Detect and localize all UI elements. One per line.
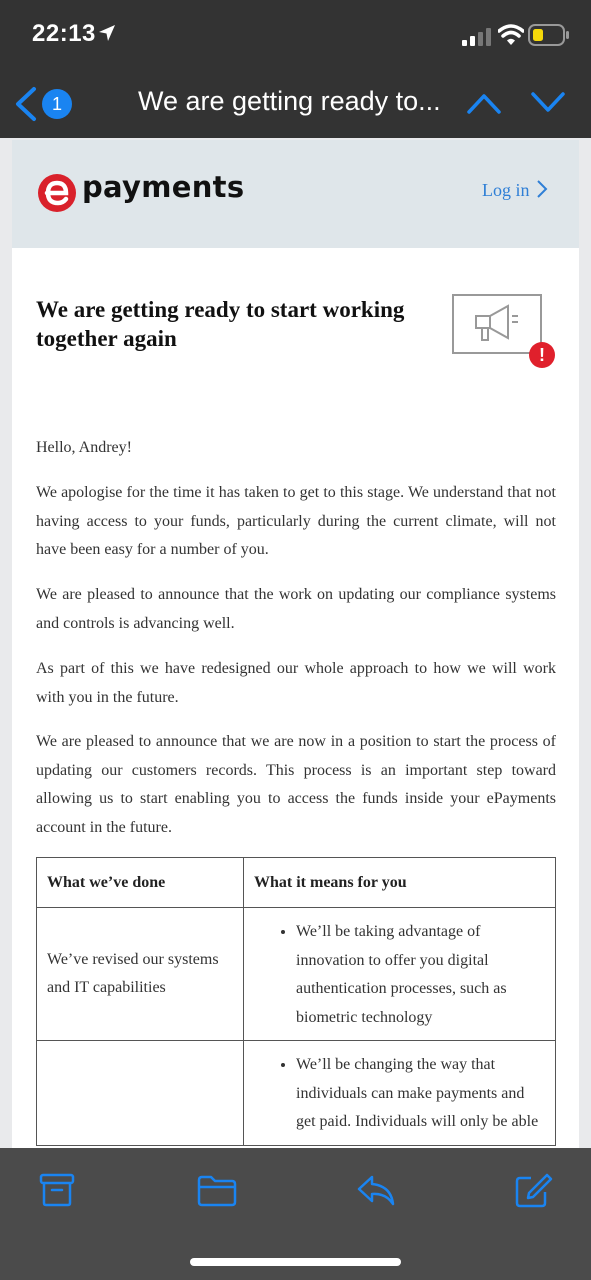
reply-icon[interactable]: [356, 1172, 396, 1208]
email-header: [12, 140, 579, 248]
location-arrow-icon: [98, 24, 116, 42]
battery-icon: [528, 24, 570, 46]
back-chevron-icon[interactable]: [12, 86, 38, 122]
status-bar: [0, 0, 591, 70]
login-link[interactable]: [482, 180, 548, 201]
email-headline: We are getting ready to start working together again: [36, 297, 405, 351]
changes-table: [36, 857, 556, 1146]
alert-badge: !: [529, 342, 555, 368]
signal-icon: [462, 28, 492, 46]
email-content[interactable]: [0, 138, 591, 1148]
wifi-icon: [498, 24, 524, 46]
table-header-done: What we’ve done: [37, 858, 244, 908]
table-row: [37, 908, 556, 1041]
table-row: [37, 1041, 556, 1146]
brand-name: payments: [82, 170, 245, 204]
megaphone-icon: [452, 294, 542, 354]
chevron-down-icon[interactable]: [530, 90, 566, 116]
table-cell-done: We’ve revised our systems and IT capabilities: [37, 908, 244, 1041]
table-cell-means: [244, 908, 556, 1041]
message-subject-title: We are getting ready to...: [138, 86, 441, 116]
chevron-up-icon[interactable]: [466, 90, 502, 116]
login-label: Log in: [482, 180, 530, 200]
table-header-means: What it means for you: [244, 858, 556, 908]
unread-count-badge[interactable]: 1: [42, 89, 72, 119]
folder-icon[interactable]: [196, 1172, 238, 1208]
home-indicator[interactable]: [190, 1258, 401, 1266]
table-cell-done: [37, 1041, 244, 1146]
archive-icon[interactable]: [38, 1172, 76, 1208]
epayments-logo-icon: [36, 172, 78, 214]
chevron-right-icon: [536, 180, 548, 198]
paragraph-3: As part of this we have redesigned our whole approach to how we will work with you in the future.: [36, 660, 556, 706]
paragraph-1: We apologise for the time it has taken to get to this stage. We understand that not having access to your funds, particularly during the current climate, will not have been easy for a number of you.: [36, 484, 556, 558]
mail-navbar: [0, 70, 591, 138]
email-body: [12, 248, 579, 1148]
status-time: 22:13: [32, 20, 96, 47]
paragraph-2: We are pleased to announce that the work on updating our compliance systems and controls is advancing well.: [36, 586, 556, 632]
paragraph-4: We are pleased to announce that we are now in a position to start the process of updating our customers records. This process is an important step toward allowing us to start enabling you to access the funds inside your ePayments account in the future.: [36, 733, 556, 836]
greeting: Hello, Andrey!: [36, 439, 132, 456]
table-cell-means: [244, 1041, 556, 1146]
compose-icon[interactable]: [513, 1172, 553, 1210]
list-item: • We’ll be changing the way that individuals can make payments and get paid. Individuals will only be able: [296, 1051, 543, 1137]
list-item: • We’ll be taking advantage of innovation to offer you digital authentication processes, such as biometric technology: [296, 918, 543, 1032]
epayments-logo: [36, 170, 245, 220]
table-header-row: [37, 858, 556, 908]
